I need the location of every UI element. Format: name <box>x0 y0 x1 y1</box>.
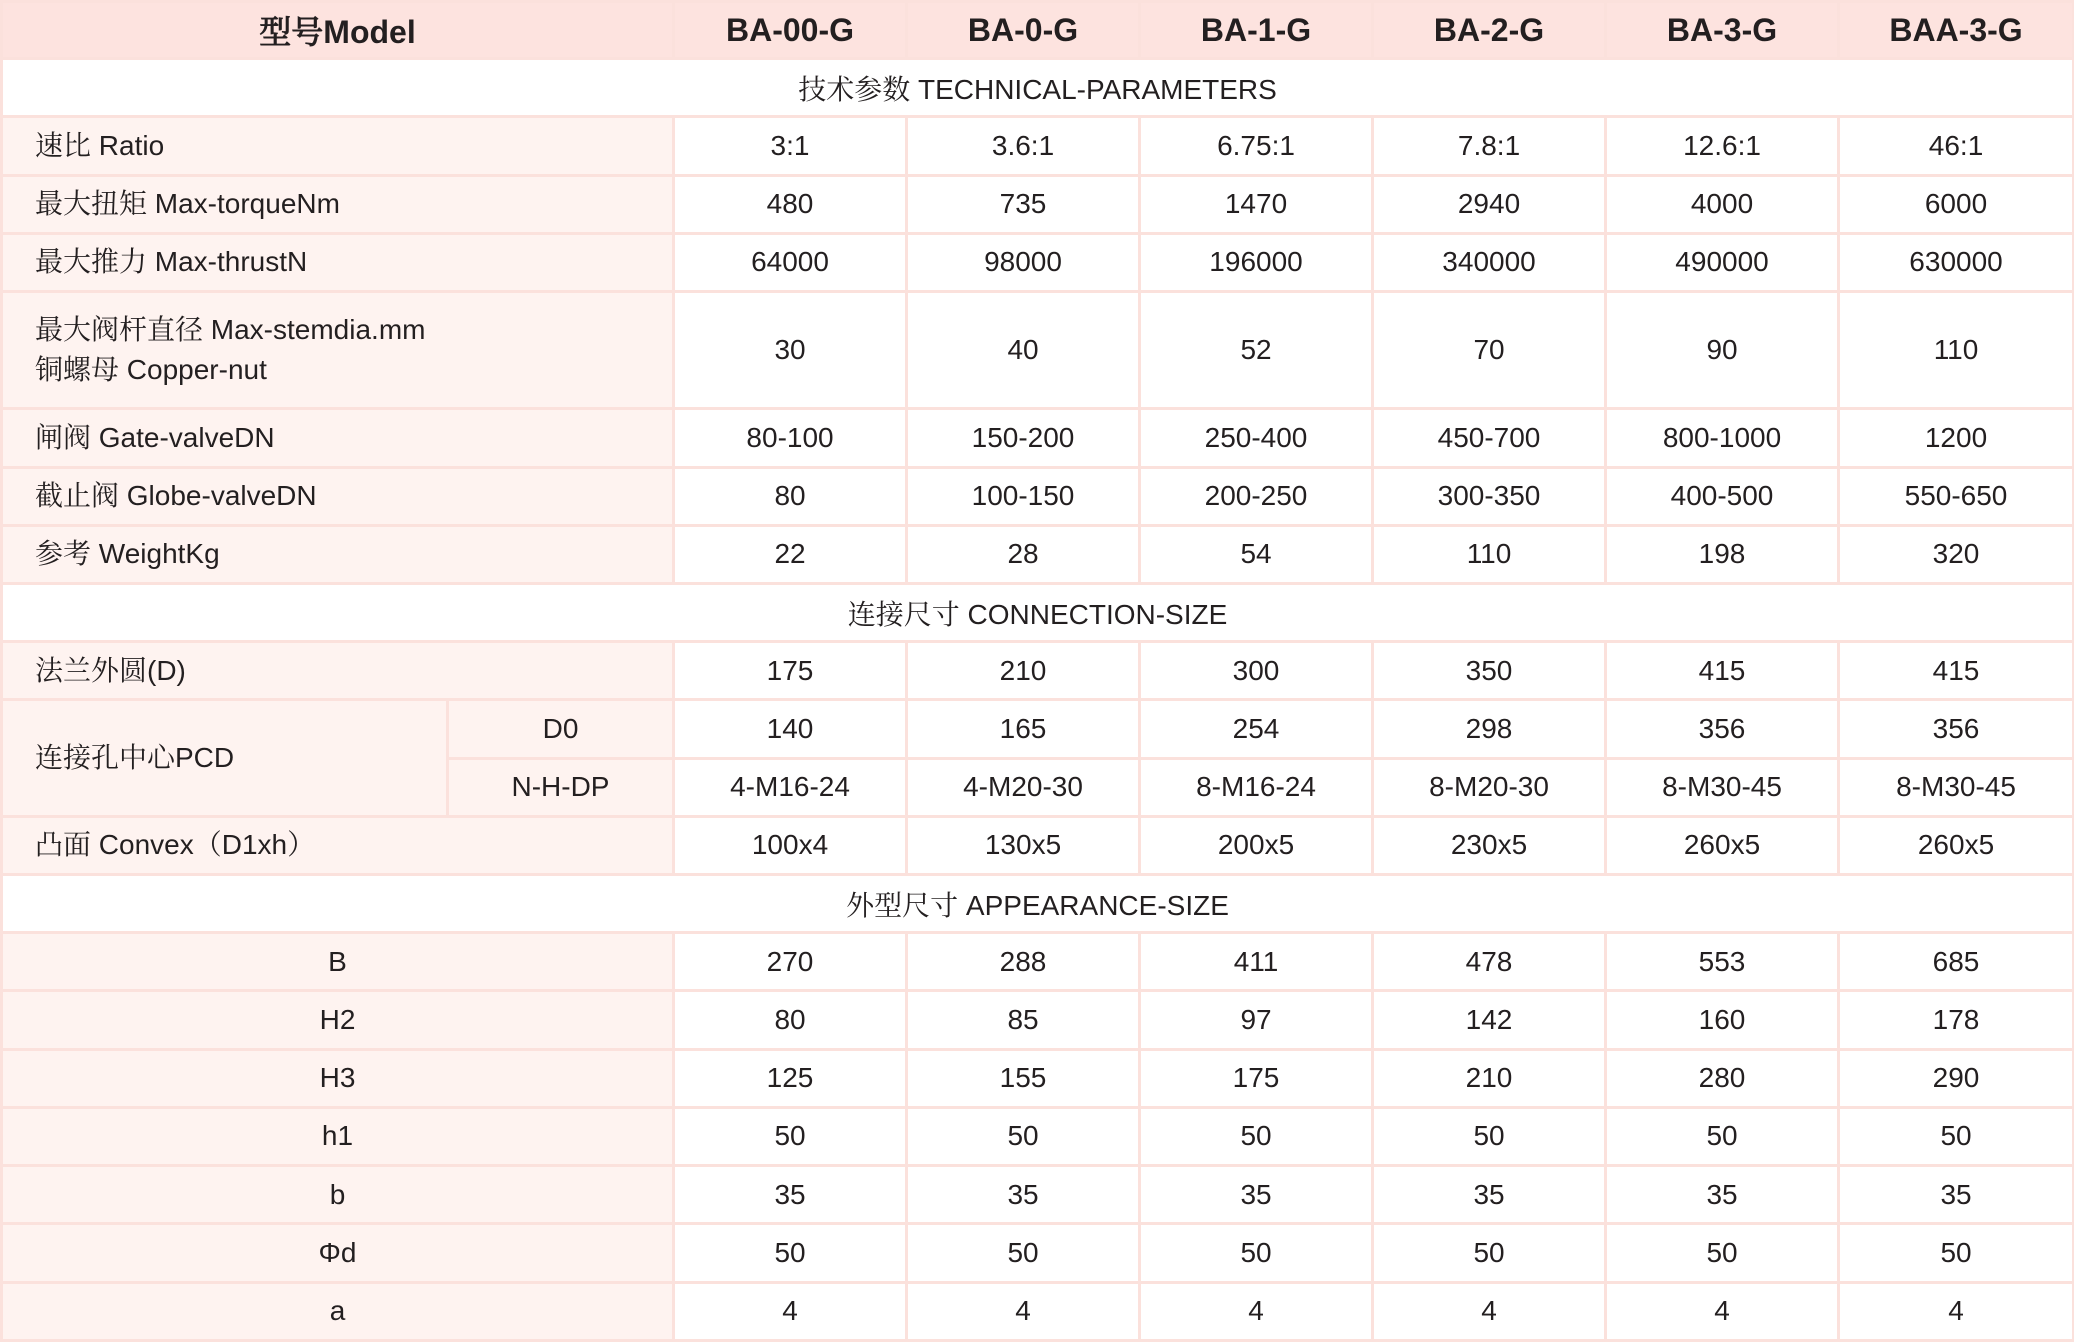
row-label: H2 <box>2 991 674 1049</box>
value-cell: 254 <box>1140 700 1373 758</box>
value-cell: 2940 <box>1373 175 1606 233</box>
table-row <box>2 1107 2074 1165</box>
row-label <box>2 175 674 233</box>
value-cell: 411 <box>1140 933 1373 991</box>
table-row <box>2 175 2074 233</box>
value-cell: 12.6:1 <box>1606 117 1839 175</box>
row-label-line: 参考 WeightKg <box>35 538 220 570</box>
value-cell: 35 <box>1373 1166 1606 1224</box>
value-cell: 480 <box>674 175 907 233</box>
value-cell: 4-M16-24 <box>674 758 907 816</box>
row-label-line: 速比 Ratio <box>35 130 165 161</box>
row-label <box>2 409 674 467</box>
value-cell: 4 <box>1606 1282 1839 1341</box>
value-cell: 28 <box>907 525 1140 583</box>
value-cell: 130x5 <box>907 816 1140 874</box>
value-cell: 50 <box>1140 1107 1373 1165</box>
value-cell: 320 <box>1839 525 2074 583</box>
value-cell: 98000 <box>907 233 1140 291</box>
value-cell: 1200 <box>1839 409 2074 467</box>
value-cell: 50 <box>1839 1107 2074 1165</box>
value-cell: 110 <box>1839 292 2074 409</box>
value-cell: 8-M20-30 <box>1373 758 1606 816</box>
value-cell: 100x4 <box>674 816 907 874</box>
value-cell: 125 <box>674 1049 907 1107</box>
value-cell: 298 <box>1373 700 1606 758</box>
value-cell: 478 <box>1373 933 1606 991</box>
table-row <box>2 467 2074 525</box>
value-cell: 1470 <box>1140 175 1373 233</box>
table-row <box>2 292 2074 409</box>
value-cell: 200-250 <box>1140 467 1373 525</box>
value-cell: 50 <box>907 1224 1140 1282</box>
table-row <box>2 1224 2074 1282</box>
value-cell: 630000 <box>1839 233 2074 291</box>
value-cell: 6000 <box>1839 175 2074 233</box>
value-cell: 350 <box>1373 642 1606 700</box>
value-cell: 685 <box>1839 933 2074 991</box>
row-label-line: 最大扭矩 Max-torqueNm <box>35 188 340 220</box>
model-name: BA-0-G <box>907 2 1140 59</box>
value-cell: 270 <box>674 933 907 991</box>
value-cell: 140 <box>674 700 907 758</box>
value-cell: 415 <box>1606 642 1839 700</box>
row-label-line: 截止阀 Globe-valveDN <box>35 480 317 512</box>
value-cell: 3:1 <box>674 117 907 175</box>
value-cell: 4 <box>1140 1282 1373 1341</box>
section-appearance <box>2 875 2074 933</box>
value-cell: 50 <box>674 1107 907 1165</box>
model-name: BA-00-G <box>674 2 907 59</box>
value-cell: 35 <box>1839 1166 2074 1224</box>
value-cell: 4 <box>674 1282 907 1341</box>
value-cell: 40 <box>907 292 1140 409</box>
table-row <box>2 933 2074 991</box>
value-cell: 46:1 <box>1839 117 2074 175</box>
row-label: 法兰外圆(D) <box>2 642 674 700</box>
table-row <box>2 1166 2074 1224</box>
value-cell: 175 <box>674 642 907 700</box>
value-cell: 6.75:1 <box>1140 117 1373 175</box>
value-cell: 85 <box>907 991 1140 1049</box>
value-cell: 340000 <box>1373 233 1606 291</box>
value-cell: 210 <box>1373 1049 1606 1107</box>
row-label: a <box>2 1282 674 1341</box>
section-title: 外型尺寸 APPEARANCE-SIZE <box>2 875 2074 933</box>
row-label: 凸面 Convex（D1xh） <box>2 816 674 874</box>
model-header: 型号Model <box>2 2 674 59</box>
value-cell: 550-650 <box>1839 467 2074 525</box>
section-technical <box>2 59 2074 117</box>
value-cell: 50 <box>907 1107 1140 1165</box>
value-cell: 97 <box>1140 991 1373 1049</box>
value-cell: 50 <box>1140 1224 1373 1282</box>
value-cell: 22 <box>674 525 907 583</box>
value-cell: 288 <box>907 933 1140 991</box>
value-cell: 52 <box>1140 292 1373 409</box>
table-row <box>2 1282 2074 1341</box>
row-label: B <box>2 933 674 991</box>
table-row <box>2 700 2074 758</box>
value-cell: 400-500 <box>1606 467 1839 525</box>
value-cell: 50 <box>674 1224 907 1282</box>
value-cell: 35 <box>1606 1166 1839 1224</box>
table-row <box>2 525 2074 583</box>
row-sublabel: D0 <box>448 700 674 758</box>
value-cell: 196000 <box>1140 233 1373 291</box>
row-label <box>2 292 674 409</box>
value-cell: 415 <box>1839 642 2074 700</box>
value-cell: 553 <box>1606 933 1839 991</box>
value-cell: 800-1000 <box>1606 409 1839 467</box>
row-label: H3 <box>2 1049 674 1107</box>
table-row <box>2 409 2074 467</box>
table-row <box>2 1049 2074 1107</box>
value-cell: 356 <box>1606 700 1839 758</box>
row-label-line: 最大推力 Max-thrustN <box>35 246 308 278</box>
row-label: h1 <box>2 1107 674 1165</box>
value-cell: 735 <box>907 175 1140 233</box>
value-cell: 142 <box>1373 991 1606 1049</box>
value-cell: 260x5 <box>1839 816 2074 874</box>
value-cell: 200x5 <box>1140 816 1373 874</box>
value-cell: 70 <box>1373 292 1606 409</box>
value-cell: 4000 <box>1606 175 1839 233</box>
value-cell: 230x5 <box>1373 816 1606 874</box>
value-cell: 8-M16-24 <box>1140 758 1373 816</box>
value-cell: 300 <box>1140 642 1373 700</box>
row-sublabel: N-H-DP <box>448 758 674 816</box>
row-label <box>2 233 674 291</box>
row-label: Φd <box>2 1224 674 1282</box>
value-cell: 110 <box>1373 525 1606 583</box>
value-cell: 165 <box>907 700 1140 758</box>
model-name: BAA-3-G <box>1839 2 2074 59</box>
value-cell: 4 <box>1373 1282 1606 1341</box>
table-row <box>2 816 2074 874</box>
value-cell: 50 <box>1373 1107 1606 1165</box>
value-cell: 7.8:1 <box>1373 117 1606 175</box>
model-name: BA-1-G <box>1140 2 1373 59</box>
model-name: BA-2-G <box>1373 2 1606 59</box>
value-cell: 50 <box>1606 1107 1839 1165</box>
value-cell: 80 <box>674 991 907 1049</box>
section-title: 连接尺寸 CONNECTION-SIZE <box>2 584 2074 642</box>
value-cell: 35 <box>907 1166 1140 1224</box>
value-cell: 260x5 <box>1606 816 1839 874</box>
value-cell: 80-100 <box>674 409 907 467</box>
value-cell: 155 <box>907 1049 1140 1107</box>
table-row <box>2 642 2074 700</box>
value-cell: 490000 <box>1606 233 1839 291</box>
section-title: 技术参数 TECHNICAL-PARAMETERS <box>2 59 2074 117</box>
value-cell: 3.6:1 <box>907 117 1140 175</box>
value-cell: 50 <box>1373 1224 1606 1282</box>
row-label-line: 铜螺母 Copper-nut <box>35 354 267 386</box>
value-cell: 64000 <box>674 233 907 291</box>
value-cell: 90 <box>1606 292 1839 409</box>
value-cell: 450-700 <box>1373 409 1606 467</box>
value-cell: 8-M30-45 <box>1606 758 1839 816</box>
value-cell: 290 <box>1839 1049 2074 1107</box>
header-row <box>2 2 2074 59</box>
section-connection <box>2 584 2074 642</box>
value-cell: 8-M30-45 <box>1839 758 2074 816</box>
row-label <box>2 117 674 175</box>
table-body <box>2 2 2074 1341</box>
value-cell: 300-350 <box>1373 467 1606 525</box>
table-row <box>2 233 2074 291</box>
value-cell: 280 <box>1606 1049 1839 1107</box>
value-cell: 35 <box>1140 1166 1373 1224</box>
value-cell: 250-400 <box>1140 409 1373 467</box>
row-label-line: 最大阀杆直径 Max-stemdia.mm <box>35 314 426 346</box>
row-label-line: 闸阀 Gate-valveDN <box>35 422 275 454</box>
model-name: BA-3-G <box>1606 2 1839 59</box>
table-row <box>2 991 2074 1049</box>
row-label <box>2 467 674 525</box>
value-cell: 178 <box>1839 991 2074 1049</box>
value-cell: 160 <box>1606 991 1839 1049</box>
value-cell: 356 <box>1839 700 2074 758</box>
value-cell: 4 <box>907 1282 1140 1341</box>
value-cell: 210 <box>907 642 1140 700</box>
value-cell: 175 <box>1140 1049 1373 1107</box>
value-cell: 150-200 <box>907 409 1140 467</box>
value-cell: 30 <box>674 292 907 409</box>
value-cell: 80 <box>674 467 907 525</box>
value-cell: 100-150 <box>907 467 1140 525</box>
value-cell: 4 <box>1839 1282 2074 1341</box>
value-cell: 4-M20-30 <box>907 758 1140 816</box>
row-label <box>2 525 674 583</box>
table-row <box>2 117 2074 175</box>
row-label: 连接孔中心PCD <box>2 700 448 816</box>
value-cell: 50 <box>1839 1224 2074 1282</box>
value-cell: 54 <box>1140 525 1373 583</box>
value-cell: 50 <box>1606 1224 1839 1282</box>
value-cell: 35 <box>674 1166 907 1224</box>
row-label: b <box>2 1166 674 1224</box>
value-cell: 198 <box>1606 525 1839 583</box>
